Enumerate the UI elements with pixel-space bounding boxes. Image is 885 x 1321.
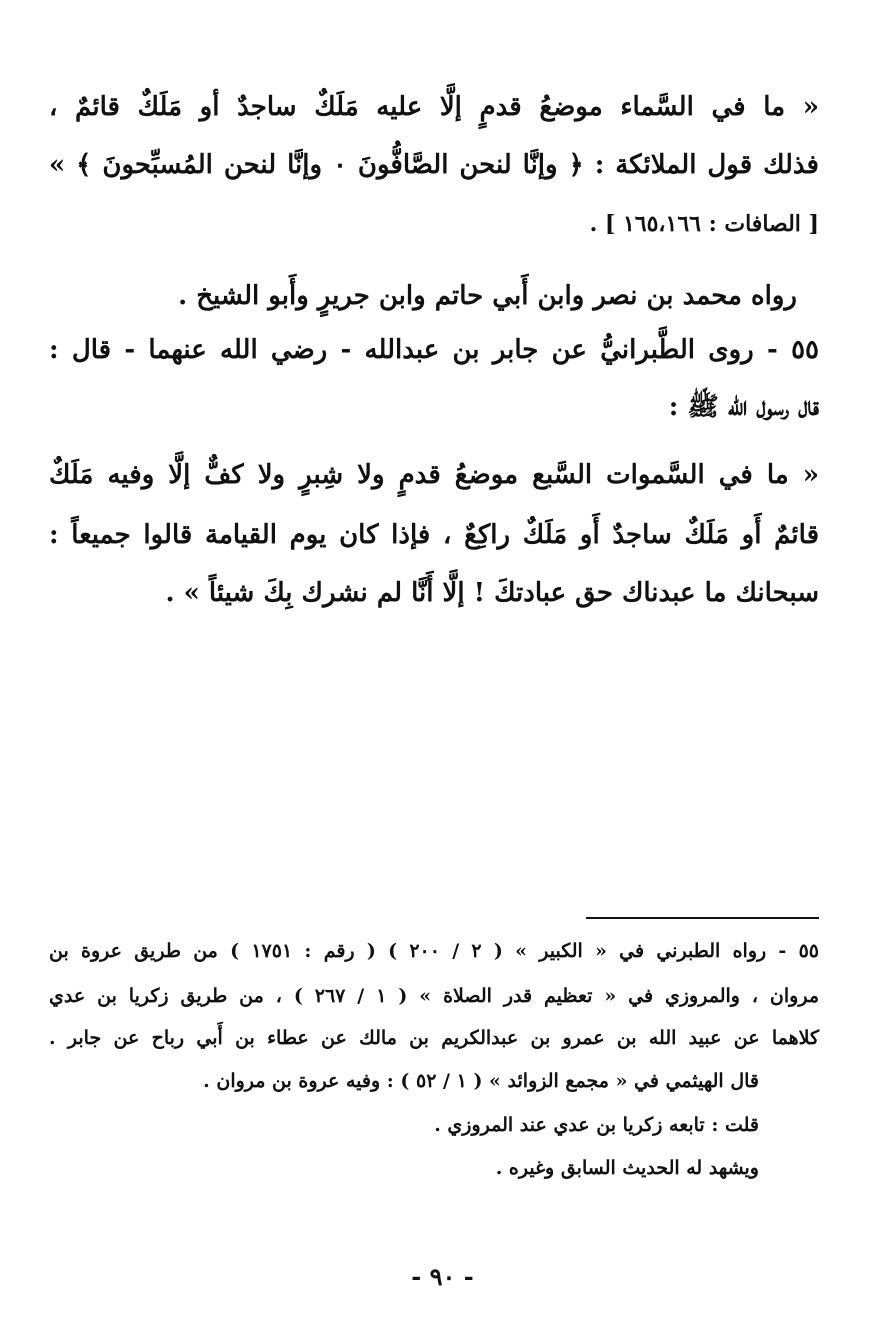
main-text-line-5: ٥٥ - روى الطَّبرانيُّ عن جابر بن عبدالله - رضي الله عنهما - قال : [49, 335, 819, 365]
main-text-line-3: [ الصافات : ١٦٥،١٦٦ ] . [589, 211, 819, 237]
footnote-line-2: مروان ، والمروزي في « تعظيم قدر الصلاة » ( ١ / ٢٦٧ ) ، من طريق زكريا بن عدي [49, 985, 819, 1007]
footnote-line-3: كلاهما عن عبيد الله بن عمرو بن عبدالكريم بن مالك عن عطاء بن أَبي رباح عن جابر . [49, 1027, 820, 1049]
main-text-line-1: « ما في السَّماء موضعُ قدمٍ إلَّا عليه مَلَكٌ ساجدٌ أو مَلَكٌ قائمٌ ، [49, 92, 819, 122]
footnote-line-1: ٥٥ - رواه الطبرني في « الكبير » ( ٢ / ٢٠٠ ) ( رقم : ١٧٥١ ) من طريق عروة بن [49, 940, 819, 962]
footnote-line-4: قال الهيثمي في « مجمع الزوائد » ( ١ / ٥٢ ) : وفيه عروة بن مروان . [203, 1070, 759, 1092]
main-text-line-7: « ما في السَّموات السَّبع موضعُ قدمٍ ولا شِبرٍ ولا كفٌّ إلَّا وفيه مَلَكٌ [49, 460, 819, 490]
footnote-separator [586, 917, 819, 919]
main-text-line-2: فذلك قول الملائكة : ﴿ وإنَّا لنحن الصَّافُّونَ ٠ وإنَّا لنحن المُسبِّحونَ ﴾ » [49, 150, 819, 180]
footnote-line-6: ويشهد له الحديث السابق وغيره . [495, 1157, 759, 1179]
main-text-line-8: قائمٌ أَو مَلَكٌ ساجدٌ أَو مَلَكٌ راكِعٌ ، فإذا كان يوم القيامة قالوا جميعاً : [49, 520, 819, 550]
main-text-line-9: سبحانك ما عبدناك حق عبادتكَ ! إلَّا أَنَّا لم نشرك بِكَ شيئاً » . [165, 578, 819, 608]
page-number: - ٩٠ - [411, 1262, 474, 1291]
main-text-line-6: قال رسول الله ﷺ : [668, 392, 819, 422]
footnote-line-5: قلت : تابعه زكريا بن عدي عند المروزي . [434, 1114, 759, 1136]
main-text-line-4: رواه محمد بن نصر وابن أَبي حاتم وابن جريرٍ وأَبو الشيخ . [178, 281, 797, 311]
